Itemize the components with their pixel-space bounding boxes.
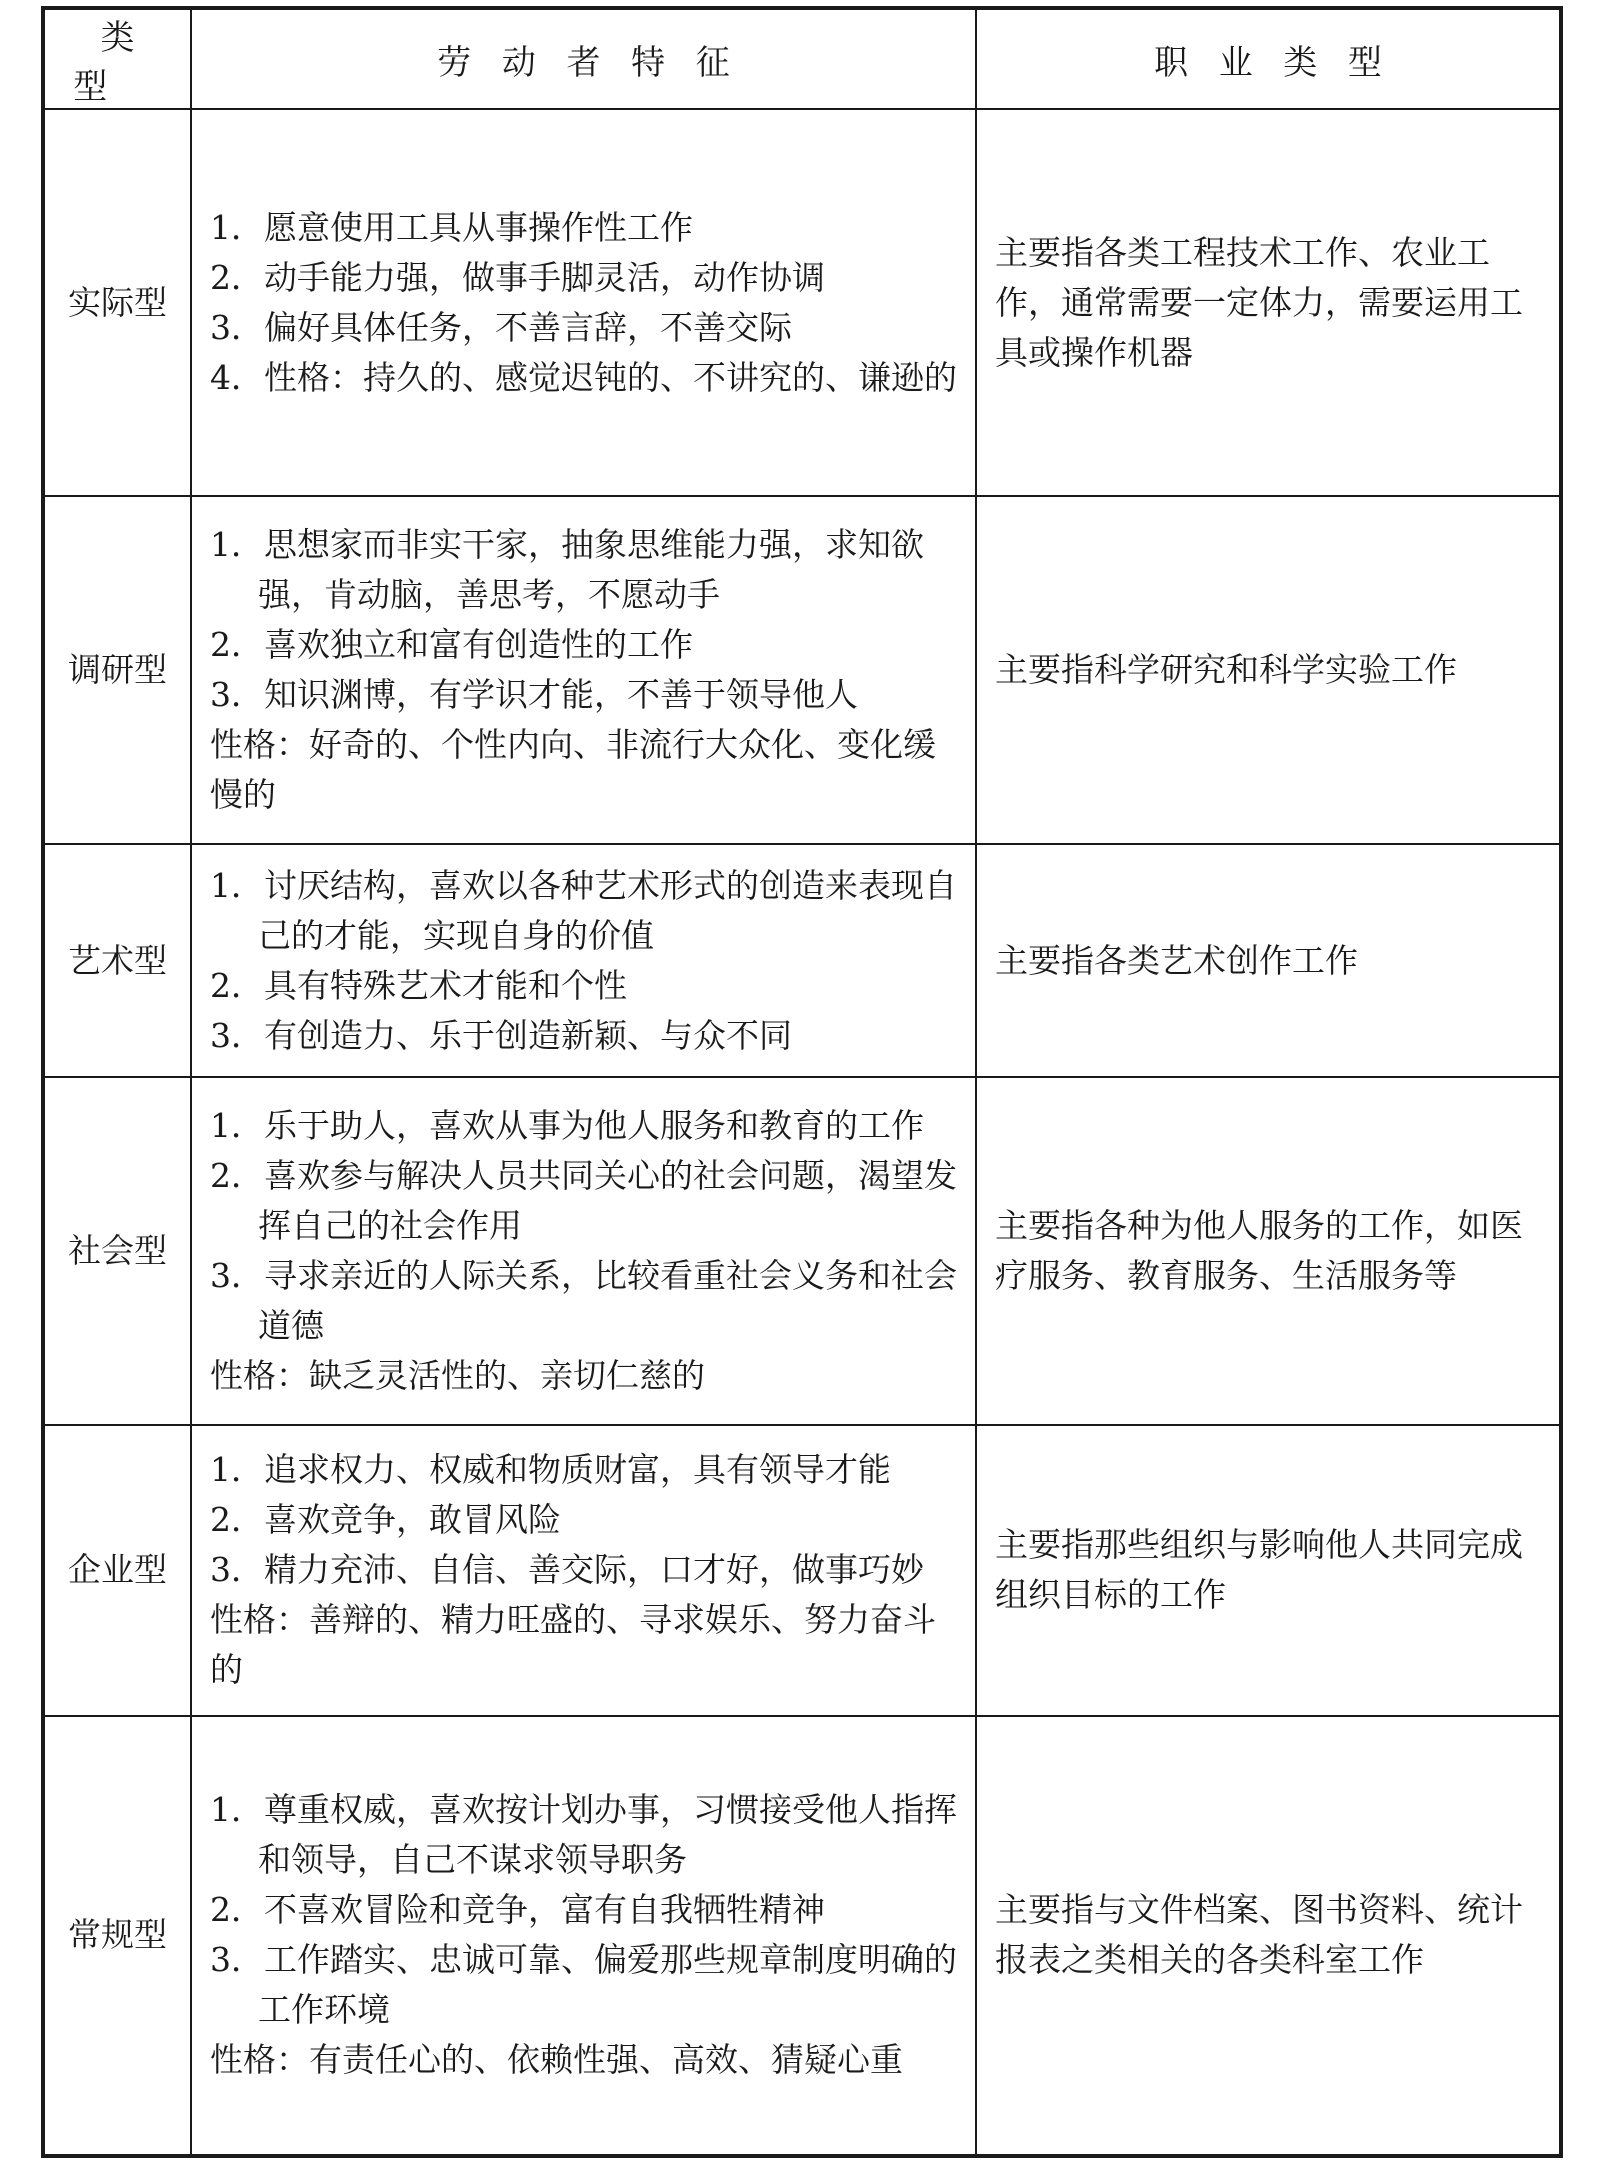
feature-item: 3．偏好具体任务，不善言辞，不善交际 [210, 307, 792, 347]
feature-item: 2．喜欢参与解决人员共同关心的社会问题，渴望发挥自己的社会作用 [210, 1156, 957, 1246]
table-body [43, 109, 1561, 2156]
occupation-cell [976, 109, 1561, 496]
features-cell [191, 1077, 976, 1425]
features-cell [191, 496, 976, 844]
type-cell: 企业型 [43, 1425, 191, 1715]
table-row [43, 1077, 1561, 1425]
occupation-text: 主要指与文件档案、图书资料、统计报表之类相关的各类科室工作 [995, 1890, 1523, 1980]
feature-item: 1．思想家而非实干家，抽象思维能力强，求知欲强，肯动脑，善思考，不愿动手 [210, 525, 924, 615]
feature-item: 1．尊重权威，喜欢按计划办事，习惯接受他人指挥和领导，自己不谋求领导职务 [210, 1790, 957, 1880]
occupation-text: 主要指各种为他人服务的工作，如医疗服务、教育服务、生活服务等 [995, 1206, 1523, 1296]
table-row [43, 1425, 1561, 1715]
table-row [43, 1716, 1561, 2156]
header-type: 类型 [43, 8, 191, 109]
occupation-cell [976, 1716, 1561, 2156]
feature-item: 2．具有特殊艺术才能和个性 [210, 965, 627, 1005]
features-cell [191, 1716, 976, 2156]
feature-item: 1．追求权力、权威和物质财富，具有领导才能 [210, 1450, 891, 1490]
feature-item: 3．精力充沛、自信、善交际，口才好，做事巧妙 [210, 1550, 924, 1590]
table-row [43, 496, 1561, 844]
feature-item: 性格：好奇的、个性内向、非流行大众化、变化缓慢的 [210, 725, 936, 815]
feature-item: 1．讨厌结构，喜欢以各种艺术形式的创造来表现自己的才能，实现自身的价值 [210, 865, 957, 955]
type-cell: 调研型 [43, 496, 191, 844]
features-cell [191, 1425, 976, 1715]
feature-item: 2．不喜欢冒险和竞争，富有自我牺牲精神 [210, 1890, 825, 1930]
table-row [43, 109, 1561, 496]
occupation-cell [976, 1077, 1561, 1425]
feature-item: 3．寻求亲近的人际关系，比较看重社会义务和社会道德 [210, 1256, 957, 1346]
feature-item: 3．工作踏实、忠诚可靠、偏爱那些规章制度明确的工作环境 [210, 1940, 957, 2030]
feature-item: 性格：善辩的、精力旺盛的、寻求娱乐、努力奋斗的 [210, 1600, 936, 1690]
feature-item: 性格：有责任心的、依赖性强、高效、猜疑心重 [210, 2040, 903, 2080]
type-cell: 社会型 [43, 1077, 191, 1425]
feature-item: 3．知识渊博，有学识才能，不善于领导他人 [210, 675, 858, 715]
header-features: 劳动者特征 [191, 8, 976, 109]
occupation-cell [976, 844, 1561, 1077]
occupation-text: 主要指各类工程技术工作、农业工作，通常需要一定体力，需要运用工具或操作机器 [995, 232, 1523, 372]
feature-item: 4．性格：持久的、感觉迟钝的、不讲究的、谦逊的 [210, 357, 957, 397]
feature-item: 2．喜欢独立和富有创造性的工作 [210, 625, 693, 665]
feature-item: 1．愿意使用工具从事操作性工作 [210, 207, 693, 247]
feature-item: 1．乐于助人，喜欢从事为他人服务和教育的工作 [210, 1106, 924, 1146]
type-cell: 实际型 [43, 109, 191, 496]
features-cell [191, 109, 976, 496]
type-cell: 艺术型 [43, 844, 191, 1077]
occupation-text: 主要指那些组织与影响他人共同完成组织目标的工作 [995, 1525, 1523, 1615]
feature-item: 3．有创造力、乐于创造新颖、与众不同 [210, 1015, 792, 1055]
features-cell [191, 844, 976, 1077]
occupation-cell [976, 1425, 1561, 1715]
feature-item: 2．喜欢竞争，敢冒风险 [210, 1500, 561, 1540]
type-cell: 常规型 [43, 1716, 191, 2156]
header-row [43, 8, 1561, 109]
table-row [43, 844, 1561, 1077]
occupation-cell [976, 496, 1561, 844]
header-occupation: 职业类型 [976, 8, 1561, 109]
career-type-table [41, 6, 1563, 2158]
occupation-text: 主要指科学研究和科学实验工作 [995, 650, 1457, 690]
feature-item: 性格：缺乏灵活性的、亲切仁慈的 [210, 1356, 705, 1396]
feature-item: 2．动手能力强，做事手脚灵活，动作协调 [210, 257, 825, 297]
occupation-text: 主要指各类艺术创作工作 [995, 940, 1358, 980]
